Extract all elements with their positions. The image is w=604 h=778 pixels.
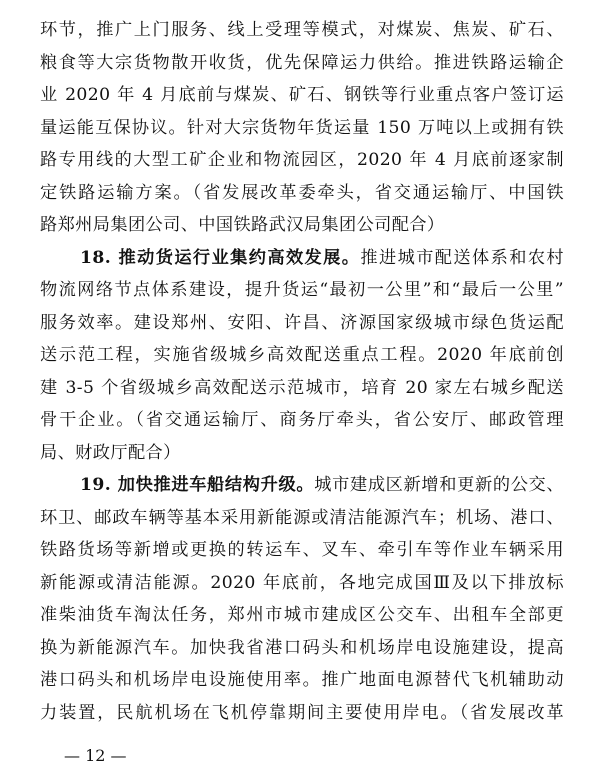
text-line: 准柴油货车淘汰任务，郑州市城市建成区公交车、出租车全部更	[40, 605, 564, 625]
text-line	[40, 469, 564, 502]
text-line: 铁路货场等新增或更换的转运车、叉车、牵引车等作业车辆采用	[40, 540, 564, 560]
text-line: 粮食等大宗货物散开收货，优先保障运力供给。推进铁路运输企	[40, 52, 564, 73]
text-line: 建 3-5 个省级城乡高效配送示范城市，培育 20 家左右城乡配送	[40, 377, 564, 398]
text-line: 路郑州局集团公司、中国铁路武汉局集团公司配合）	[40, 215, 445, 235]
heading-rest: 城市建成区新增和更新的公交、	[314, 475, 565, 495]
heading-rest: 推进城市配送体系和农村	[360, 247, 565, 268]
text-line: 定铁路运输方案。（省发展改革委牵头，省交通运输厅、中国铁	[40, 182, 564, 203]
item-heading: 18. 推动货运行业集约高效发展。	[80, 247, 361, 268]
text-line: 路专用线的大型工矿企业和物流园区，2020 年 4 月底前逐家制	[40, 150, 564, 170]
text-line: 量运能互保协议。针对大宗货物年货运量 150 万吨以上或拥有铁	[40, 117, 564, 138]
text-line: 业 2020 年 4 月底前与煤炭、矿石、钢铁等行业重点客户签订运	[40, 85, 564, 105]
text-line: 力装置，民航机场在飞机停靠期间主要使用岸电。（省发展改革	[40, 702, 564, 723]
paragraph-item-18	[40, 242, 564, 470]
text-line: 换为新能源汽车。加快我省港口码头和机场岸电设施建设，提高	[40, 637, 564, 658]
text-line	[40, 242, 564, 275]
paragraph-item-19	[40, 469, 564, 729]
text-line: 环卫、邮政车辆等基本采用新能源或清洁能源汽车；机场、港口、	[40, 507, 564, 528]
text-line: 送示范工程，实施省级城乡高效配送重点工程。2020 年底前创	[40, 345, 564, 365]
text-line: 新能源或清洁能源。2020 年底前，各地完成国Ⅲ及以下排放标	[40, 572, 564, 593]
text-line: 骨干企业。（省交通运输厅、商务厅牵头，省公安厅、邮政管理	[40, 410, 564, 430]
text-line: 局、财政厅配合）	[40, 442, 181, 463]
paragraph-continuation	[40, 14, 564, 242]
body-text	[40, 14, 564, 729]
page-number: — 12 —	[64, 746, 127, 765]
text-line: 服务效率。建设郑州、安阳、许昌、济源国家级城市绿色货运配	[40, 312, 564, 333]
item-heading: 19. 加快推进车船结构升级。	[80, 475, 315, 495]
text-line: 物流网络节点体系建设，提升货运“最初一公里”和“最后一公里”	[40, 280, 564, 300]
text-line: 港口码头和机场岸电设施使用率。推广地面电源替代飞机辅助动	[40, 670, 564, 690]
text-line: 环节，推广上门服务、线上受理等模式，对煤炭、焦炭、矿石、	[40, 20, 564, 40]
